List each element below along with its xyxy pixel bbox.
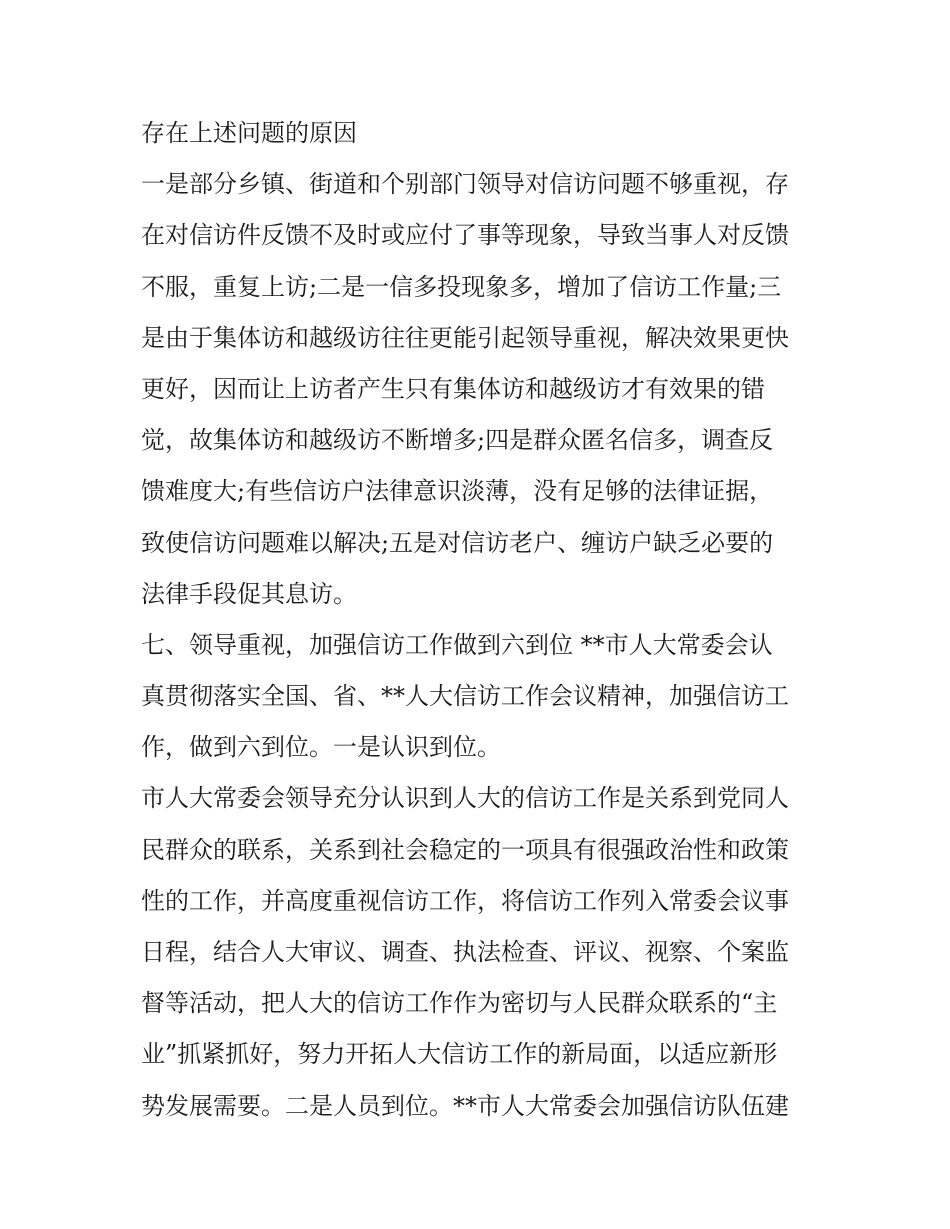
text-line: 日程，结合人大审议、调查、执法检查、评议、视察、个案监: [141, 938, 789, 966]
text-line: 业”抓紧抓好，努力开拓人大信访工作的新局面，以适应新形: [141, 1040, 778, 1069]
text-line: 督等活动，把人大的信访工作作为密切与人民群众联系的“主: [141, 989, 778, 1018]
text-line: 觉，故集体访和越级访不断增多;四是群众匿名信多，调查反: [141, 426, 774, 455]
text-line: 在对信访件反馈不及时或应付了事等现象，导致当事人对反馈: [141, 221, 789, 250]
text-line: 是由于集体访和越级访往往更能引起领导重视，解决效果更快: [141, 323, 789, 352]
text-line: 真贯彻落实全国、省、**人大信访工作会议精神，加强信访工: [141, 682, 789, 711]
text-line: 性的工作，并高度重视信访工作，将信访工作列入常委会议事: [141, 886, 789, 915]
text-line: 市人大常委会领导充分认识到人大的信访工作是关系到党同人: [141, 784, 789, 813]
text-line-section: 七、领导重视，加强信访工作做到六到位 **市人大常委会认: [141, 630, 773, 659]
text-line: 法律手段促其息访。: [141, 579, 357, 608]
text-line: 馈难度大;有些信访户法律意识淡薄，没有足够的法律证据，: [141, 477, 774, 506]
document-body: [141, 108, 816, 1132]
text-line: 不服，重复上访;二是一信多投现象多，增加了信访工作量;三: [141, 272, 782, 301]
text-line-heading: 存在上述问题的原因: [141, 119, 357, 147]
text-line: 民群众的联系，关系到社会稳定的一项具有很强政治性和政策: [141, 835, 789, 864]
text-line: 势发展需要。二是人员到位。**市人大常委会加强信访队伍建: [141, 1091, 789, 1120]
text-line: 致使信访问题难以解决;五是对信访老户、缠访户缺乏必要的: [141, 528, 774, 557]
text-line: 更好，因而让上访者产生只有集体访和越级访才有效果的错: [141, 374, 765, 403]
text-line: 作，做到六到位。一是认识到位。: [141, 733, 501, 762]
text-line: 一是部分乡镇、街道和个别部门领导对信访问题不够重视，存: [141, 170, 789, 199]
